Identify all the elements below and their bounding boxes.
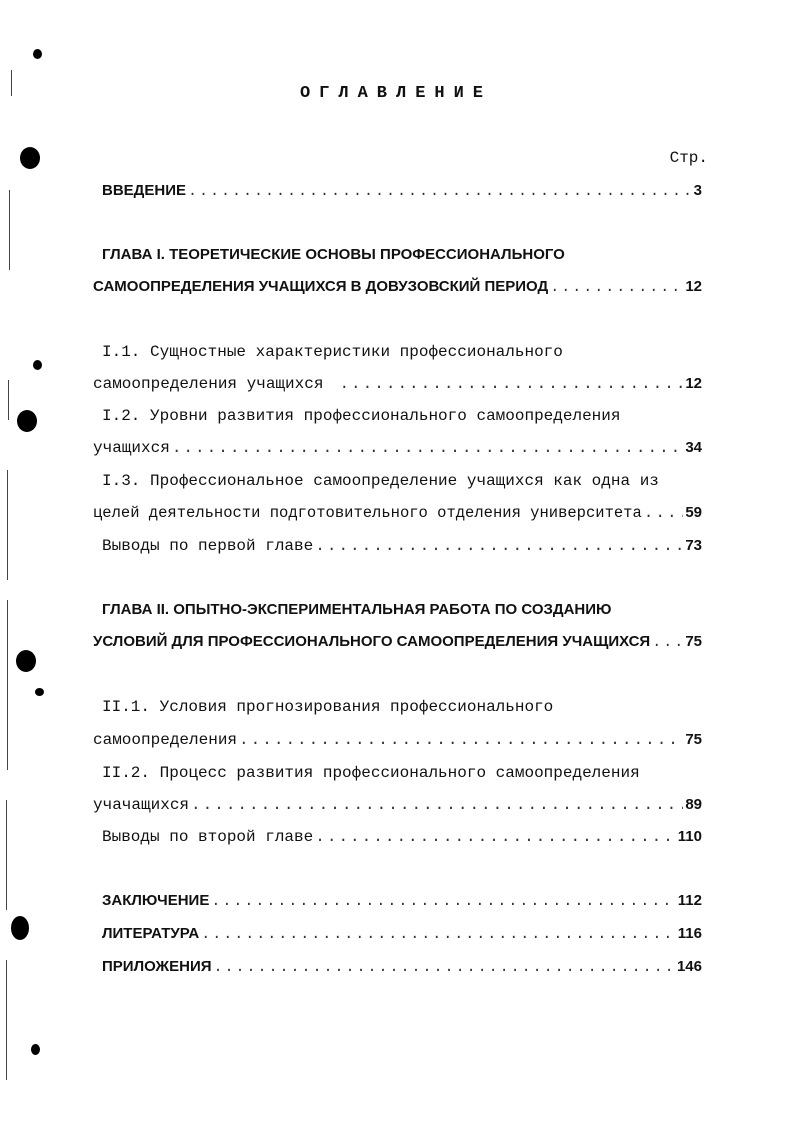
dot-leader (315, 534, 683, 558)
toc-entry-page: 116 (677, 925, 702, 942)
toc-entry-page: 59 (685, 504, 702, 521)
page-column-label: Стр. (669, 149, 708, 167)
margin-line-3 (8, 380, 9, 420)
toc-entry-page: 110 (677, 828, 702, 845)
toc-entry-text: учачащихся (93, 796, 190, 814)
toc-entry-page: 89 (685, 796, 702, 813)
toc-entry-introduction[interactable] (102, 179, 702, 203)
toc-entry-conclusions-1[interactable] (102, 534, 702, 558)
toc-entry-page: 12 (685, 278, 702, 295)
margin-line-6 (6, 800, 7, 910)
binding-hole-4 (11, 916, 29, 940)
toc-section-1-1-line1: I.1. Сущностные характеристики профессионального (102, 343, 563, 361)
toc-entry-section-1-3[interactable] (93, 501, 702, 525)
margin-dot-4 (31, 1044, 40, 1055)
toc-entry-page: 146 (676, 958, 702, 975)
toc-entry-conclusions-2[interactable] (102, 825, 702, 849)
toc-entry-page: 34 (685, 439, 702, 456)
dot-leader (652, 631, 683, 655)
margin-line-5 (7, 600, 8, 770)
toc-entry-text: ПРИЛОЖЕНИЯ (102, 958, 212, 975)
dot-leader (644, 501, 684, 525)
toc-entry-text: ВВЕДЕНИЕ (102, 182, 186, 199)
dot-leader (201, 923, 676, 947)
margin-line-4 (7, 470, 8, 580)
toc-entry-chapter-1[interactable] (93, 275, 702, 299)
toc-entry-section-2-1[interactable] (93, 728, 702, 752)
margin-line-2 (9, 190, 10, 270)
toc-section-2-2-line1: II.2. Процесс развития профессионального самоопределения (102, 764, 640, 782)
toc-entry-page: 12 (685, 375, 702, 392)
toc-entry-text: самоопределения учащихся (93, 375, 324, 393)
toc-entry-page: 75 (685, 633, 702, 650)
margin-dot-3 (35, 688, 44, 696)
margin-dot-2 (33, 360, 42, 370)
dot-leader (239, 728, 683, 752)
dot-leader (550, 276, 683, 300)
toc-section-1-3-line1: I.3. Профессиональное самоопределение учащихся как одна из (102, 472, 659, 490)
binding-hole-2 (17, 410, 37, 432)
toc-section-1-2-line1: I.2. Уровни развития профессионального самоопределения (102, 407, 621, 425)
toc-entry-chapter-2[interactable] (93, 630, 702, 654)
dot-leader (188, 180, 692, 204)
toc-entry-text: УСЛОВИЙ ДЛЯ ПРОФЕССИОНАЛЬНОГО САМООПРЕДЕЛЕНИЯ УЧАЩИХСЯ (93, 633, 651, 650)
toc-entry-page: 112 (677, 892, 702, 909)
toc-entry-page: 3 (693, 182, 702, 199)
toc-entry-page: 73 (685, 537, 702, 554)
toc-entry-text: ЗАКЛЮЧЕНИЕ (102, 892, 210, 909)
dot-leader (172, 436, 684, 460)
toc-entry-text: целей деятельности подготовительного отделения университета (93, 504, 642, 522)
binding-hole-1 (20, 147, 40, 169)
toc-entry-section-1-1[interactable] (93, 372, 702, 396)
toc-entry-section-1-2[interactable] (93, 436, 702, 460)
margin-dot-1 (33, 49, 42, 59)
toc-chapter-2-line1: ГЛАВА II. ОПЫТНО-ЭКСПЕРИМЕНТАЛЬНАЯ РАБОТА ПО СОЗДАНИЮ (102, 601, 612, 618)
toc-section-2-1-line1: II.1. Условия прогнозирования профессионального (102, 698, 554, 716)
page-title: ОГЛАВЛЕНИЕ (299, 84, 493, 103)
dot-leader (191, 793, 683, 817)
toc-entry-text: ЛИТЕРАТУРА (102, 925, 200, 942)
toc-entry-text: самоопределения (93, 731, 238, 749)
toc-entry-text: Выводы по второй главе (102, 828, 314, 846)
binding-hole-3 (16, 650, 36, 672)
toc-entry-text: Выводы по первой главе (102, 537, 314, 555)
toc-chapter-1-line1: ГЛАВА I. ТЕОРЕТИЧЕСКИЕ ОСНОВЫ ПРОФЕССИОНАЛЬНОГО (102, 246, 565, 263)
dot-leader (315, 825, 676, 849)
toc-entry-page: 75 (685, 731, 702, 748)
dot-leader (214, 956, 675, 980)
toc-entry-appendices[interactable] (102, 955, 702, 979)
margin-line-7 (6, 960, 7, 1080)
toc-entry-text: САМООПРЕДЕЛЕНИЯ УЧАЩИХСЯ В ДОВУЗОВСКИЙ ПЕРИОД (93, 278, 549, 295)
toc-entry-literature[interactable] (102, 922, 702, 946)
dot-leader (339, 372, 683, 396)
dot-leader (211, 890, 675, 914)
toc-entry-text: учащихся (93, 439, 170, 457)
toc-entry-section-2-2[interactable] (93, 793, 702, 817)
toc-entry-conclusion[interactable] (102, 889, 702, 913)
